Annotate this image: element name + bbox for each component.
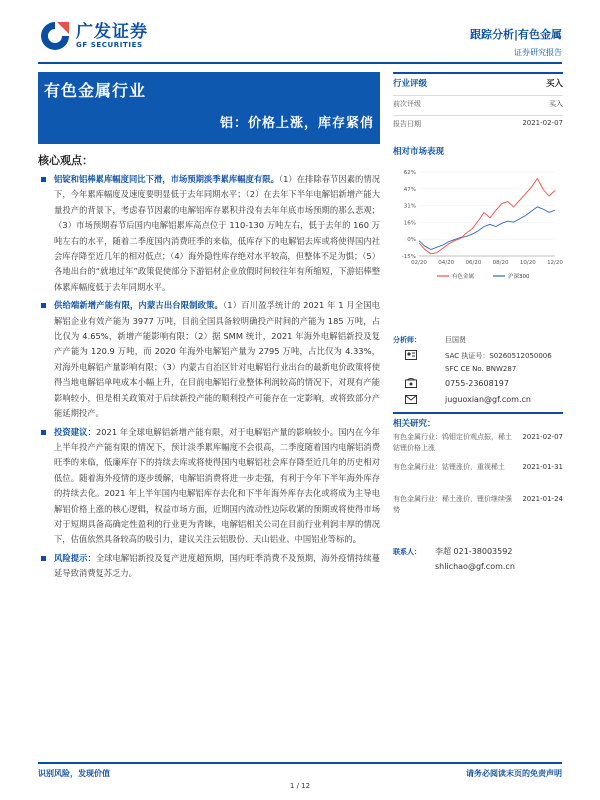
contact-email[interactable]: shlichao@gf.com.cn	[435, 562, 515, 571]
paragraph-lead: 铝锭和铝棒累库幅度同比下滑，市场预期淡季累库幅度有限。	[54, 174, 279, 184]
rating-value: 买入	[545, 79, 563, 89]
y-tick-label: 62%	[403, 170, 416, 176]
related-item-date: 2021-01-31	[522, 463, 563, 471]
legend-label: 有色金属	[452, 274, 475, 280]
related-item-title: 有色金属行业：钴锂涨价，重视稀土	[393, 463, 505, 471]
paragraph	[38, 551, 380, 582]
related-item[interactable]	[393, 462, 563, 473]
y-tick-label: -15%	[401, 254, 416, 260]
y-tick-label: 47%	[403, 186, 416, 193]
page-number: 1 / 12	[289, 782, 311, 790]
analyst-label: 分析师：	[393, 336, 421, 344]
prev-rating-value: 买入	[549, 100, 563, 108]
paragraph-text: （1）在排除春节因素的情况下，今年累库幅度及速度要明显低于去年同期水平；（2）在去年下半年电解铝新增产能大量投产的背景下，考虑春节因素的电解铝库存累积并没有去年年底市场预期的那么悲观；（3）市场预期春节后国内电解铝累库高点位于 110-130 万吨左右，低于去年的 160 万吨左右的水平，随着二季度国内消费旺季的来临，低库存下的电解铝去库或将使得国内社会库存降至近几年的相对低点；（4）海外隐性库存绝对水平较高，但整体不足为惧；（5）各地出台的“就地过年”政策促使部分下游铝材企业放假时间较往年有所缩短，下游铝棒整体累库幅度低于去年同期水平。	[54, 174, 380, 292]
core-views-body	[38, 172, 380, 585]
x-tick-label: 12/20	[547, 260, 563, 266]
id-card-icon	[405, 350, 417, 360]
paragraph	[38, 298, 380, 421]
contact-name-phone: 李超 021-38003592	[435, 547, 513, 556]
bullet-icon	[41, 556, 46, 561]
paragraph-lead: 风险提示：	[54, 552, 96, 563]
x-tick-label: 04/20	[438, 260, 455, 266]
headline: 铝：价格上涨，库存紧俏	[219, 116, 374, 131]
rating-title: 行业评级	[393, 79, 428, 89]
prev-rating-row	[393, 95, 563, 109]
gf-logo-icon	[38, 19, 72, 53]
related-item-title: 有色金属行业：稀土涨价，锂价继续强势	[393, 495, 512, 514]
y-tick-label: 0%	[407, 237, 416, 244]
legend-label: 沪深300	[508, 274, 530, 280]
report-date-row	[393, 115, 563, 129]
company-logo	[38, 18, 188, 54]
analyst-sac: SAC 执证号：S0260512050006	[445, 352, 552, 360]
y-tick-label: 31%	[403, 203, 416, 210]
paragraph-lead: 投资建议：	[54, 426, 96, 437]
analyst-sfc: SFC CE No. BNW287	[445, 365, 517, 373]
related-item-date: 2021-02-07	[522, 433, 563, 441]
header-divider	[38, 62, 562, 64]
paragraph-text: （1）百川盈孚统计的 2021 年 1 月全国电解铝企业有效产能为 3977 万吨，目前全国具备较明确投产时间的产能为 185 万吨，占比仅为 4.65%，新增产能影响有限；（2）据 SMM 统计，2021 年海外电解铝新投及复产产能为 120.9 万吨，而 2020 年海外电解铝产量为 2795 万吨，占比仅为 4.33%，对海外电解铝产量影响有限；（3）内蒙古自治区针对电解铝行业出台的最新电价政策将使得当地电解铝单吨成本小幅上升，在目前电解铝行业整体利润较高的情况下，对现有产能影响较小，但是相关政策对于后续新投产能的顺利投产可能存在一定影响，或将致部分产能延期投产。	[54, 300, 380, 419]
footer-slogan: 识别风险，发现价值	[38, 769, 110, 778]
paragraph	[38, 172, 380, 295]
core-views-title: 核心观点：	[38, 154, 93, 167]
bullet-icon	[41, 177, 46, 182]
footer	[38, 762, 562, 790]
report-date-label: 报告日期	[393, 120, 421, 128]
logo-cn: 广发证券	[76, 21, 148, 42]
category-label: 跟踪分析|有色金属	[469, 28, 562, 41]
report-date-value: 2021-02-07	[522, 119, 563, 127]
analyst-phone: 0755-23608197	[445, 379, 509, 388]
x-tick-label: 10/20	[519, 260, 536, 266]
paragraph-lead: 供给端新增产能有限，内蒙古出台限制政策。	[54, 300, 223, 311]
relative-performance-chart	[393, 160, 563, 285]
prev-rating-label: 前次评级	[393, 100, 421, 108]
rating-header	[393, 72, 563, 89]
x-tick-label: 06/20	[465, 260, 482, 266]
logo-en: GF SECURITIES	[76, 40, 143, 49]
phone-icon	[405, 378, 417, 388]
chart-title: 相对市场表现	[393, 147, 445, 157]
paragraph-text: 2021 年全球电解铝新增产能有限，对于电解铝产量的影响较小。国内在今年上半年投产产能有限的情况下，预计淡季累库幅度不会很高，二季度随着国内电解铝消费旺季的来临，低廉库存下的持续去库或将使得国内电解铝社会库存降至近几年的历史相对低位。随着海外疫情的逐步缓解，电解铝消费将进一步走强，有利于今年下半年海外库存的持续去化。2021 年上半年国内电解铝库存去化和下半年海外库存去化或将成为主导电解铝价格上涨的核心逻辑，权益市场方面，近期国内流动性边际收紧的预期或将使得市场对于短期具备高确定性盈利的行业更为青睐，电解铝相关公司在目前行业利润丰厚的情况下，估值依然具备较高的吸引力，建议关注云铝股份、天山铝业、中国铝业等标的。	[54, 426, 380, 545]
report-type: 证券研究报告	[514, 48, 562, 57]
related-research-title: 相关研究：	[393, 412, 563, 429]
contact-label: 联系人：	[393, 548, 421, 556]
related-item-title: 有色金属行业：钨钼定价观点振，稀土钴锂价格上涨	[393, 433, 512, 452]
analyst-email[interactable]: juguoxian@gf.com.cn	[445, 395, 531, 404]
series-line	[419, 179, 555, 254]
x-tick-label: 02/20	[411, 260, 427, 266]
y-tick-label: 16%	[403, 220, 416, 227]
footer-disclaimer[interactable]: 请务必阅读末页的免责声明	[466, 769, 562, 778]
x-tick-label: 08/20	[492, 260, 509, 266]
related-item[interactable]	[393, 494, 563, 516]
title-banner	[38, 72, 380, 144]
series-line	[419, 207, 555, 250]
related-item[interactable]	[393, 432, 563, 454]
related-item-date: 2021-01-24	[522, 495, 563, 503]
paragraph-text: 全球电解铝新投及复产进度超预期，国内旺季消费不及预期，海外疫情持续蔓延导致消费复苏乏力。	[54, 552, 380, 579]
bullet-icon	[41, 430, 46, 435]
bullet-icon	[41, 303, 46, 308]
analyst-name: 巨国贤	[445, 336, 466, 344]
chart-svg	[393, 160, 563, 285]
rating-panel	[393, 72, 563, 129]
paragraph	[38, 425, 380, 548]
report-category	[470, 26, 562, 58]
email-icon	[405, 395, 417, 404]
industry-title: 有色金属行业	[44, 81, 147, 100]
